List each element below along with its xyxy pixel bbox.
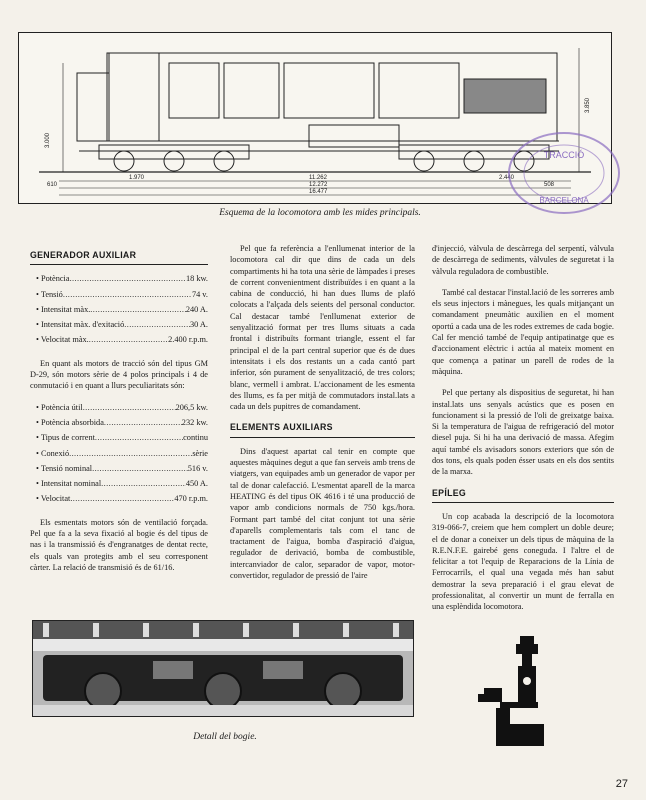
spec-row: • Potència ..... 18 kw. — [30, 273, 208, 284]
dim-label-3: 12.272 — [309, 182, 328, 188]
stamp-bottom-text: BARCELONA — [539, 196, 589, 205]
spec-row: • Tipus de corrent ..... continu — [30, 432, 208, 443]
column-1 — [30, 250, 208, 583]
page-number: 27 — [615, 778, 628, 790]
section-heading-elements: ELEMENTS AUXILIARS — [230, 422, 415, 437]
bogie-photo-svg — [33, 621, 413, 716]
spec-row: • Intensitat nominal ..... 450 A. — [30, 478, 208, 489]
column-3 — [432, 243, 614, 623]
column-2 — [230, 243, 415, 591]
auxiliary-paragraph: Dins d'aquest apartat cal tenir en compte que aquestes màquines degut a que fan serveis amb trens de viatgers, van equipades amb un generador de vapor per tal de donar calefacció. L'esmentat aparell de la marca HEATING és del tipus OK 4616 i té una producció de vapor amb condicions normals de 750 kgs./hora. Formant part també del citat conjunt tot una sèrie d'aparells complementaris tals com el tanc de tractament de l'aigua, bomba d'aspiració d'aigua, regulador de derivació, bomba de combustible, intercanviador de calor, separador de vapor, motor-convertidor, regulador de pressió de l'aire — [230, 446, 415, 581]
safety-paragraph: Pel que pertany als dispositius de seguretat, hi han instal.lats uns senyals acústics que es posen en funcionament si la pressió de l'oli de greixatge baixa. Si la temperatura de l'aigua de refrigeració del motor diesel puja. Si hi ha una derivació de massa. Afegim aquí també els avisadors sonors exteriors que són de dos tons, els quals poden ésser usats en els dos sentits de la marxa. — [432, 388, 614, 477]
purple-stamp — [505, 128, 623, 218]
signal-silhouette-icon — [470, 636, 565, 746]
sanders-paragraph: També cal destacar l'instal.lació de les sorreres amb els seus injectors i mànegues, les quals mitjançant un comandament pneumàtic auxilien en el moment oportú a cada una de les rodes extremes de cada bogie. Cal fer menció també de l'equip antipatinatge que es d'accionament elèctric i actúa al mateix moment en que comença a patinar un parell de rodes de la màquina. — [432, 287, 614, 376]
dim-label-7: 610 — [47, 182, 58, 188]
ventilation-paragraph: Els esmentats motors són de ventilació forçada. Pel que fa a la seva fixació al bogie és del tipus de nas i la transmissió és d'engranatges de dentat recte, els quals van protegits amb el seu corresponent càrter. La relació de transmisió és de 61/16. — [30, 517, 208, 572]
spec-row: • Velocitat ..... 470 r.p.m. — [30, 493, 208, 504]
motor-spec-list — [30, 402, 208, 505]
dim-height-right: 3.850 — [585, 97, 591, 113]
spec-row: • Potència absorbida ..... 232 kw. — [30, 417, 208, 428]
spec-row: • Tensió nominal ..... 516 v. — [30, 463, 208, 474]
lighting-paragraph: Pel que fa referència a l'enllumenat interior de la locomotora cal dir que dins de cada un dels compartiments hi ha tota una sèrie de làmpades i preses de corrent convenientment distribuïdes i en quant a la cabina de conducció, hi han dues llums de plafó colocats a l'alçada dels seients del personal conductor. Cal destacar també l'enllumenat exterior de senyalització format per tres llums situats a cada frontal i distribuïts formant triangle, essent el far principal el de la part central superior que és de dues intensitats i els dos restants un a cada cantó part inferior, són purament de senyalització, de tres colors; blanc, vermell i ambrat. L'accionament de les esmenta des llums, es fa per mitjà de commutadors instal.lats a cada un dels pupitres de comandament. — [230, 244, 415, 412]
stamp-top-text: TRACCIÓ — [543, 150, 585, 160]
bogie-photo — [32, 620, 414, 717]
section-heading-generador: GENERADOR AUXILIAR — [30, 250, 208, 265]
motors-paragraph: En quant als motors de tracció són del tipus GM D-29, són motors sèrie de 4 polos principals i 4 de conmutació i en quant a llurs peculiaritats són: — [30, 358, 208, 391]
dim-label-2: 11.262 — [309, 175, 327, 181]
spec-row: • Intensitat màx. d'exitació ..... 30 A. — [30, 319, 208, 330]
dim-label-4: 16.477 — [309, 189, 328, 195]
spec-row: • Potència útil ..... 206,5 kw. — [30, 402, 208, 413]
epilogue-paragraph: Un cop acabada la descripció de la locomotora 319-066-7, creiem que hem complert un doble deure; el de donar a coneixer un dels tipus de màquina de la R.E.N.F.E. gairebé gens coneguda. I l'altre el de felicitar a tot l'equip de Reparacions de la Línia de Ferrocarrils, el qual una vegada més han sabut demostrar la seva preparació i el grau elevat de professionalitat, al convertir un munt de ferralla en una esplèndida locomotora. — [432, 511, 614, 612]
dim-label-5: 2.440 — [499, 175, 515, 181]
spec-row: • Velocitat màx. ..... 2.400 r.p.m. — [30, 334, 208, 345]
dim-height-left: 3.000 — [45, 132, 51, 148]
section-heading-epileg: EPÍLEG — [432, 488, 614, 503]
spec-row: • Intensitat màx. ..... 240 A. — [30, 304, 208, 315]
spec-row: • Conexió ..... sèrie — [30, 448, 208, 459]
dim-label-1: 1.970 — [129, 175, 145, 181]
spec-row: • Tensió ..... 74 v. — [30, 289, 208, 300]
drawing-caption: Esquema de la locomotora amb les mides principals. — [219, 208, 421, 218]
generator-spec-list — [30, 273, 208, 345]
dim-label-6: 508 — [544, 182, 555, 188]
photo-caption: Detall del bogie. — [193, 732, 257, 742]
valves-paragraph: d'injecció, vàlvula de descàrrega del serpentí, vàlvula de descàrrega de sediments, vàlvules de seguretat i la vàlvula reguladora de combustible. — [432, 244, 614, 276]
